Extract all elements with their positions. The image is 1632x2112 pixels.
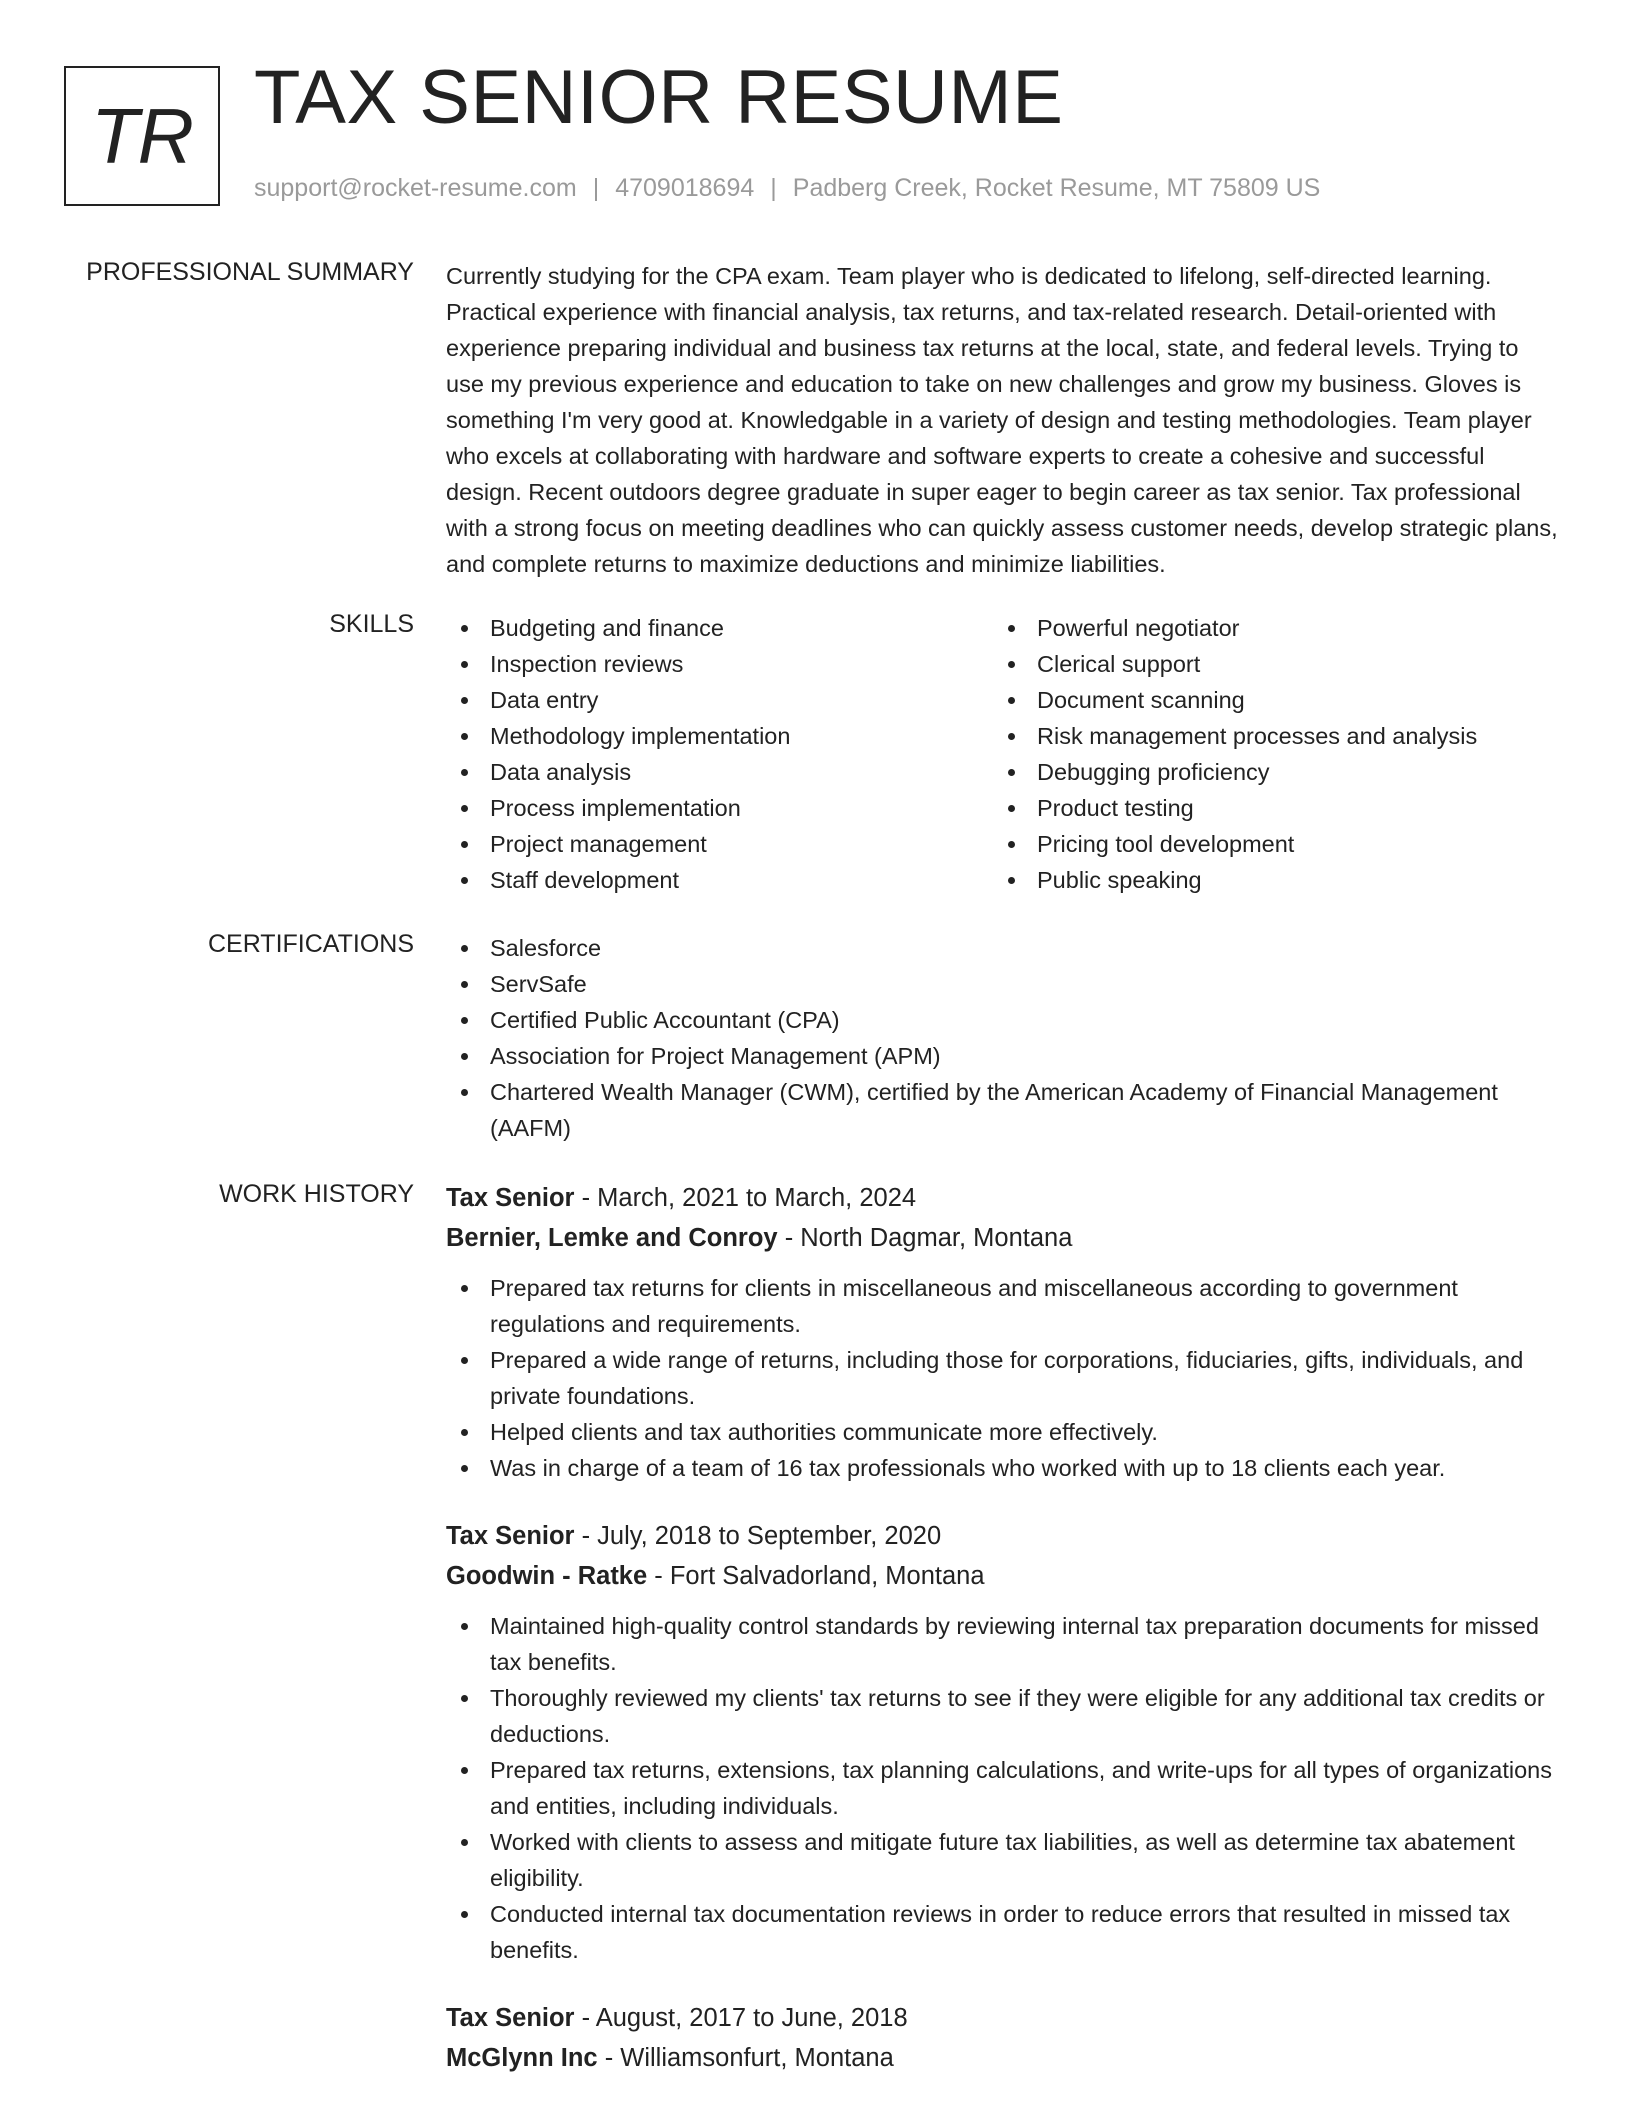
job-title-line xyxy=(446,1516,1561,1556)
skills-content xyxy=(446,610,1561,898)
contact-separator: | xyxy=(592,174,600,202)
resume-title: TAX SENIOR RESUME xyxy=(254,55,1064,140)
skill-item: Process implementation xyxy=(446,790,993,826)
certification-item: Chartered Wealth Manager (CWM), certified by the American Academy of Financial Management (AAFM) xyxy=(446,1074,1561,1146)
job-title: Tax Senior xyxy=(446,1184,575,1212)
work-history-content xyxy=(446,1180,1561,2078)
skill-item: Budgeting and finance xyxy=(446,610,993,646)
certification-item: Association for Project Management (APM) xyxy=(446,1038,1561,1074)
job-entry xyxy=(446,1998,1561,2078)
job-company-line xyxy=(446,1218,1561,1258)
job-title: Tax Senior xyxy=(446,1522,575,1550)
job-bullets xyxy=(446,1270,1561,1486)
section-label-certifications: CERTIFICATIONS xyxy=(207,930,414,958)
job-location: - North Dagmar, Montana xyxy=(777,1224,1073,1252)
job-company: Goodwin - Ratke xyxy=(446,1562,648,1590)
job-entry xyxy=(446,1178,1561,1486)
job-company-line xyxy=(446,2038,1561,2078)
job-location: - Fort Salvadorland, Montana xyxy=(647,1562,985,1590)
skill-item: Pricing tool development xyxy=(993,826,1540,862)
job-bullet: Thoroughly reviewed my clients' tax returns to see if they were eligible for any additional tax credits or deductions. xyxy=(446,1680,1561,1752)
job-company: Bernier, Lemke and Conroy xyxy=(446,1224,778,1252)
job-bullet: Prepared tax returns for clients in miscellaneous and miscellaneous according to government regulations and requirements. xyxy=(446,1270,1561,1342)
certification-item: ServSafe xyxy=(446,966,1561,1002)
skill-item: Product testing xyxy=(993,790,1540,826)
job-bullet: Helped clients and tax authorities communicate more effectively. xyxy=(446,1414,1561,1450)
contact-address: Padberg Creek, Rocket Resume, MT 75809 US xyxy=(792,174,1321,202)
certification-item: Salesforce xyxy=(446,930,1561,966)
skill-item: Document scanning xyxy=(993,682,1540,718)
contact-separator: | xyxy=(770,174,777,202)
skill-item: Staff development xyxy=(446,862,993,898)
job-bullet: Maintained high-quality control standards by reviewing internal tax preparation documents for missed tax benefits. xyxy=(446,1608,1561,1680)
summary-text: Currently studying for the CPA exam. Team player who is dedicated to lifelong, self-directed learning. Practical experience with financial analysis, tax returns, and tax-related research. Detail-oriented with experience preparing individual and business tax returns at the local, state, and federal levels. Trying to use my previous experience and education to take on new challenges and grow my business. Gloves is something I'm very good at. Knowledgable in a variety of design and testing methodologies. Team player who excels at collaborating with hardware and software experts to create a cohesive and successful design. Recent outdoors degree graduate in super eager to begin career as tax senior. Tax professional with a strong focus on meeting deadlines who can quickly assess customer needs, develop strategic plans, and complete returns to maximize deductions and minimize liabilities. xyxy=(446,263,1558,577)
skill-item: Debugging proficiency xyxy=(993,754,1540,790)
contact-email: support@rocket-resume.com xyxy=(254,174,577,202)
job-company: McGlynn Inc xyxy=(446,2044,598,2072)
skill-item: Public speaking xyxy=(993,862,1540,898)
job-company-line xyxy=(446,1556,1561,1596)
skill-item: Project management xyxy=(446,826,993,862)
job-bullet: Prepared a wide range of returns, including those for corporations, fiduciaries, gifts, individuals, and private foundations. xyxy=(446,1342,1561,1414)
job-dates: - August, 2017 to June, 2018 xyxy=(574,2004,908,2032)
job-dates: - July, 2018 to September, 2020 xyxy=(574,1522,942,1550)
job-title-line xyxy=(446,1998,1561,2038)
section-label-summary: PROFESSIONAL SUMMARY xyxy=(86,258,414,286)
skill-item: Methodology implementation xyxy=(446,718,993,754)
summary-content xyxy=(446,258,1561,582)
job-bullet: Was in charge of a team of 16 tax professionals who worked with up to 18 clients each year. xyxy=(446,1450,1561,1486)
skill-item: Risk management processes and analysis xyxy=(993,718,1540,754)
skills-list-left xyxy=(446,610,993,898)
section-label-work-history: WORK HISTORY xyxy=(219,1180,414,1208)
job-dates: - March, 2021 to March, 2024 xyxy=(574,1184,917,1212)
skill-item: Inspection reviews xyxy=(446,646,993,682)
section-label-skills: SKILLS xyxy=(329,610,414,638)
contact-line xyxy=(254,174,1320,203)
skill-item: Clerical support xyxy=(993,646,1540,682)
job-title-line xyxy=(446,1178,1561,1218)
skill-item: Powerful negotiator xyxy=(993,610,1540,646)
job-bullet: Prepared tax returns, extensions, tax planning calculations, and write-ups for all types of organizations and entities, including individuals. xyxy=(446,1752,1561,1824)
contact-phone: 4709018694 xyxy=(615,174,755,202)
job-bullet: Conducted internal tax documentation reviews in order to reduce errors that resulted in missed tax benefits. xyxy=(446,1896,1561,1968)
certifications-list xyxy=(446,930,1561,1146)
skill-item: Data analysis xyxy=(446,754,993,790)
job-entry xyxy=(446,1516,1561,1968)
job-bullet: Worked with clients to assess and mitigate future tax liabilities, as well as determine tax abatement eligibility. xyxy=(446,1824,1561,1896)
job-title: Tax Senior xyxy=(446,2004,575,2032)
job-bullets xyxy=(446,1608,1561,1968)
monogram-logo: TR xyxy=(64,66,220,206)
skill-item: Data entry xyxy=(446,682,993,718)
certification-item: Certified Public Accountant (CPA) xyxy=(446,1002,1561,1038)
job-location: - Williamsonfurt, Montana xyxy=(597,2044,894,2072)
certifications-content xyxy=(446,930,1561,1146)
skills-list-right xyxy=(993,610,1540,898)
